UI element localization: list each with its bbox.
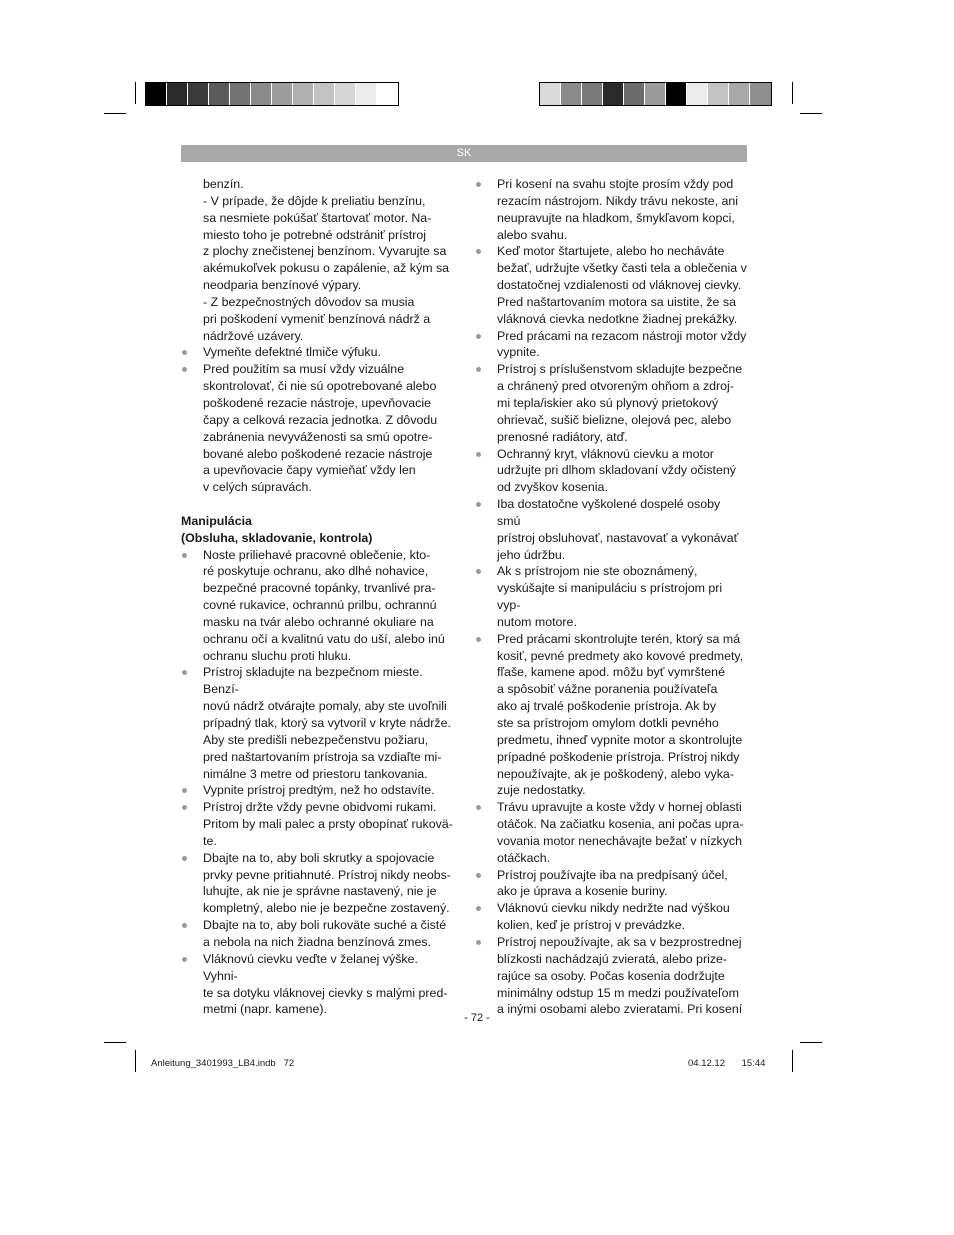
list-item-text: Pred prácami skontrolujte terén, ktorý sa má kosiť, pevné predmety ako kovové predmety, fľaše, kamene apod. môžu byť vymrštené a spôsobiť vážne poranenia používateľa ako aj trvalé poškodenie prístroja. Ak by ste sa prístrojom omylom dotkli pevného predmetu, ihneď vypnite motor a skontrolujte prípadné poškodenie prístroja. Prístroj nikdy nepoužívajte, ak je poškodený, alebo vyka- zuje nedostatky. (497, 631, 744, 798)
list-item (181, 917, 453, 951)
footer-date: 04.12.12 (688, 1058, 725, 1069)
left-column (181, 176, 453, 1018)
color-swatch (356, 83, 377, 105)
color-swatch (540, 83, 561, 105)
crop-mark (800, 1042, 822, 1043)
list-item (475, 361, 747, 445)
bullet-icon (476, 334, 481, 339)
list-item (475, 934, 747, 1018)
list-item (475, 900, 747, 934)
list-item-text: Vláknovú cievku nikdy nedržte nad výškou kolien, keď je prístroj v prevádzke. (497, 901, 730, 933)
language-header-bar (181, 145, 747, 162)
list-item (181, 361, 453, 496)
list-item (475, 496, 747, 563)
bullet-icon (476, 367, 481, 372)
list-item (181, 850, 453, 917)
list-item-text: Prístroj používajte iba na predpísaný účel, ako je úprava a kosenie buriny. (497, 867, 728, 899)
color-swatch (582, 83, 603, 105)
color-swatch (708, 83, 729, 105)
list-item (475, 176, 747, 243)
bullet-list (181, 547, 453, 1019)
bullet-icon (182, 856, 187, 861)
crop-mark (104, 113, 126, 114)
list-item (181, 782, 453, 799)
color-swatch (335, 83, 356, 105)
list-item-text: Trávu upravujte a koste vždy v hornej oblasti otáčok. Na začiatku kosenia, ani počas upra- vovania motor nenechávajte bežať v nízkych otáčkach. (497, 800, 744, 865)
bullet-icon (476, 906, 481, 911)
footer-file-info: Anleitung_3401993_LB4.indb 72 (151, 1058, 295, 1069)
footer-timestamp (688, 1058, 765, 1069)
bullet-icon (476, 452, 481, 457)
list-item (181, 344, 453, 361)
crop-mark (104, 1042, 126, 1043)
bullet-icon (476, 873, 481, 878)
list-item-text: Pri kosení na svahu stojte prosím vždy pod rezacím nástrojom. Nikdy trávu nekoste, ani neupravujte na hladkom, šmykľavom kopci, alebo svahu. (497, 177, 739, 242)
color-swatch (293, 83, 314, 105)
color-swatch (750, 83, 771, 105)
list-item (475, 446, 747, 497)
crop-mark (792, 1050, 793, 1072)
bullet-icon (182, 670, 187, 675)
color-calibration-bar-left (145, 82, 399, 106)
color-swatch (230, 83, 251, 105)
bullet-icon (182, 553, 187, 558)
bullet-list (475, 176, 747, 1018)
color-swatch (146, 83, 167, 105)
bullet-icon (182, 957, 187, 962)
bullet-icon (182, 367, 187, 372)
continuation-text: benzín. - V prípade, že dôjde k preliatiu benzínu, sa nesmiete pokúšať štartovať motor. Na- miesto toho je potrebné odstrániť prístroj z plochy znečistenej benzínom. Vyvarujte sa akémukoľvek pokusu o zapálenie, až kým sa neodparia benzínové výpary. - Z bezpečnostných dôvodov sa musia pri poškodení vymeniť benzínová nádrž a nádržové uzávery. (203, 177, 450, 343)
color-swatch (377, 83, 398, 105)
language-code: SK (456, 147, 472, 159)
list-item (475, 799, 747, 866)
bullet-icon (182, 350, 187, 355)
list-item (475, 563, 747, 630)
list-item-text: Prístroj skladujte na bezpečnom mieste. Benzí- novú nádrž otvárajte pomaly, aby ste uvoľnili prípadný tlak, ktorý sa vytvoril v kryte nádrže. Aby ste predišli nebezpečenstvu požiaru, pred naštartovaním prístroja sa vzdiaľte mi- nimálne 3 metre od priestoru tankovania. (203, 665, 451, 781)
list-item (475, 243, 747, 327)
bullet-icon (182, 805, 187, 810)
list-item-text: Vypnite prístroj predtým, než ho odstavíte. (203, 783, 435, 798)
list-item-text: Vymeňte defektné tlmiče výfuku. (203, 345, 381, 360)
right-column (475, 176, 747, 1018)
list-item-text: Prístroj nepoužívajte, ak sa v bezprostrednej blízkosti nachádzajú zvieratá, alebo prize- rajúce sa osoby. Počas kosenia dodržujte minimálny odstup 15 m medzi používateľom a inými osobami alebo zvieratami. Pri kosení (497, 934, 743, 1017)
list-item (475, 631, 747, 799)
list-item-text: Prístroj s príslušenstvom skladujte bezpečne a chránený pred otvoreným ohňom a zdroj- mi tepla/iskier ako sú plynový prietokový ohrievač, sušič bielizne, olejová pec, alebo prenosné radiátory, atď. (497, 362, 743, 444)
bullet-icon (182, 923, 187, 928)
list-item-text: Dbajte na to, aby boli skrutky a spojovacie prvky pevne pritiahnuté. Prístroj nikdy neobs- luhujte, ak nie je správne nastavený, nie je kompletný, alebo nie je bezpečne zostavený. (203, 850, 451, 916)
color-swatch (603, 83, 624, 105)
bullet-list (181, 344, 453, 496)
list-item-text: Ak s prístrojom nie ste oboznámený, vyskúšajte si manipuláciu s prístrojom pri vyp- nutom motore. (497, 564, 723, 629)
bullet-icon (476, 805, 481, 810)
list-item-text: Pred použitím sa musí vždy vizuálne skontrolovať, či nie sú opotrebované alebo poškodené rezacie nástroje, upevňovacie čapy a celková rezacia jednotka. Z dôvodu zabránenia nevyváženosti sa smú opotre- bované alebo poškodené rezacie nástroje a upevňovacie čapy vymieňať vždy len v celých súpravách. (203, 362, 438, 495)
list-item-text: Dbajte na to, aby boli rukoväte suché a čisté a nebola na nich žiadna benzínová zmes. (203, 918, 447, 949)
list-item (475, 867, 747, 901)
bullet-icon (476, 637, 481, 642)
list-item (181, 799, 453, 850)
bullet-icon (476, 569, 481, 574)
list-item-text: Prístroj držte vždy pevne obidvomi rukami. Pritom by mali palec a prsty obopínať rukovä- te. (203, 800, 453, 848)
list-item-text: Pred prácami na rezacom nástroji motor vždy vypnite. (497, 328, 747, 360)
color-swatch (624, 83, 645, 105)
color-swatch (167, 83, 188, 105)
crop-mark (135, 82, 136, 104)
list-item-text: Ochranný kryt, vláknovú cievku a motor udržujte pri dlhom skladovaní vždy očistený od zvyškov kosenia. (497, 446, 736, 495)
color-swatch (687, 83, 708, 105)
list-item-text: Iba dostatočne vyškolené dospelé osoby smú prístroj obsluhovať, nastavovať a vykonávať jeho údržbu. (497, 497, 739, 562)
color-swatch (272, 83, 293, 105)
section-heading: Manipulácia (Obsluha, skladovanie, kontrola) (181, 513, 373, 545)
color-swatch (209, 83, 230, 105)
page-number: - 72 - (464, 1012, 490, 1024)
list-item (181, 664, 453, 782)
list-item-text: Vláknovú cievku veďte v želanej výške. Vyhni- te sa dotyku vláknovej cievky s malými pred- metmi (napr. kamene). (203, 951, 448, 1017)
list-item (181, 547, 453, 665)
crop-mark (135, 1050, 136, 1072)
color-swatch (666, 83, 687, 105)
bullet-icon (476, 502, 481, 507)
color-swatch (561, 83, 582, 105)
footer-time: 15:44 (741, 1058, 766, 1069)
bullet-icon (476, 940, 481, 945)
color-swatch (645, 83, 666, 105)
list-item (475, 328, 747, 362)
color-swatch (314, 83, 335, 105)
bullet-icon (476, 249, 481, 254)
list-item (181, 951, 453, 1018)
bullet-icon (476, 182, 481, 187)
color-calibration-bar-right (539, 82, 772, 106)
color-swatch (188, 83, 209, 105)
crop-mark (792, 82, 793, 104)
bullet-icon (182, 788, 187, 793)
color-swatch (729, 83, 750, 105)
crop-mark (800, 113, 822, 114)
color-swatch (251, 83, 272, 105)
list-item-text: Noste priliehavé pracovné oblečenie, kto- ré poskytuje ochranu, ako dlhé nohavice, bezpečné pracovné topánky, trvanlivé pra- covné rukavice, ochrannú prilbu, ochrannú masku na tvár alebo ochranné okuliare na ochranu očí a kvalitnú vatu do uší, alebo inú ochranu sluchu proti hluku. (203, 547, 445, 663)
list-item-text: Keď motor štartujete, alebo ho necháváte bežať, udržujte všetky časti tela a oblečenia v dostatočnej vzdialenosti od vláknovej cievky. Pred naštartovaním motora sa uistite, že sa vláknová cievka nedotkne žiadnej prekážky. (497, 244, 747, 326)
